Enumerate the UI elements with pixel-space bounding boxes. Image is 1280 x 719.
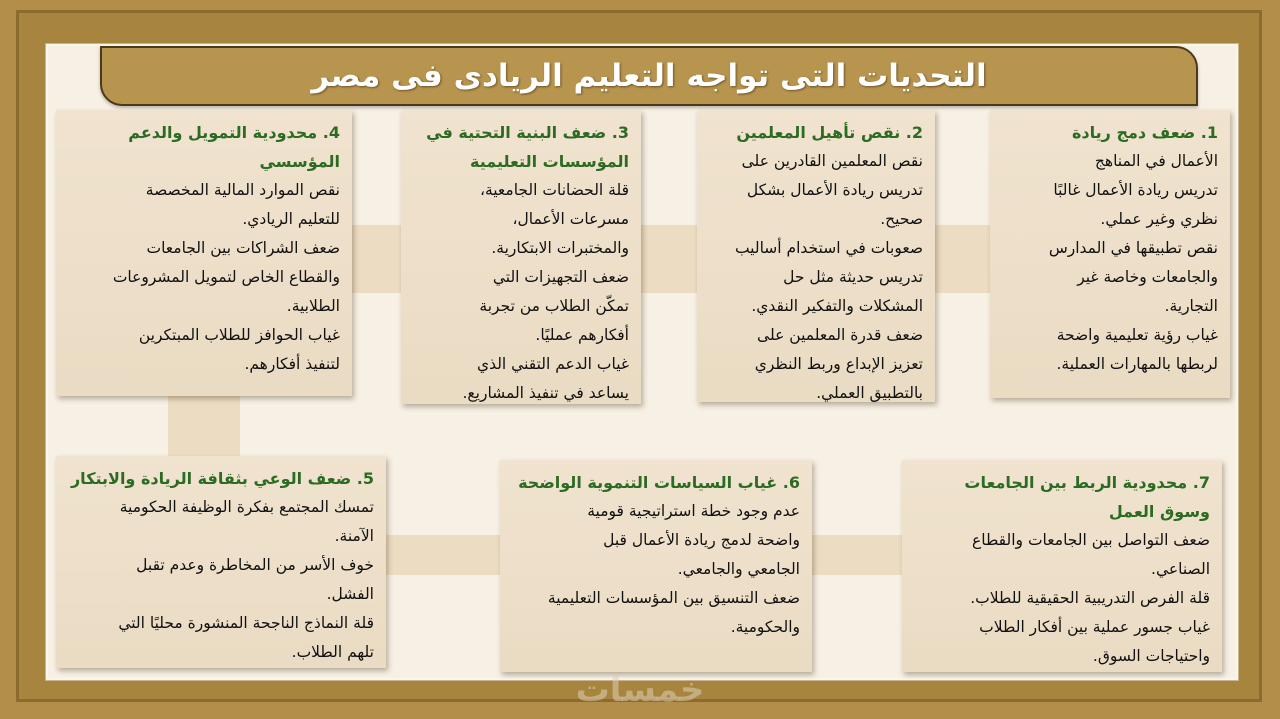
challenge-card-6 <box>500 460 812 672</box>
card-line: نقص تطبيقها في المدارس <box>1048 239 1218 257</box>
card-line: تعزيز الإبداع وربط النظري <box>754 355 923 373</box>
card-line: قلة النماذج الناجحة المنشورة محليًا التي <box>118 614 374 632</box>
card-line: أفكارهم عمليًا. <box>535 326 629 344</box>
card-line: الفشل. <box>326 585 374 603</box>
card-line: نظري وغير عملي. <box>1100 210 1218 228</box>
card-line: واضحة لدمج ريادة الأعمال قبل <box>603 531 800 549</box>
card-heading: 7. محدودية الربط بين الجامعات وسوق العمل <box>964 473 1210 521</box>
card-line: والمختبرات الابتكارية. <box>491 239 629 257</box>
card-heading: 5. ضعف الوعي بثقافة الريادة والابتكار <box>70 469 374 488</box>
challenge-card-4 <box>56 110 352 396</box>
card-line: تلهم الطلاب. <box>291 643 374 661</box>
card-line: نقص الموارد المالية المخصصة <box>145 181 340 199</box>
card-line: غياب رؤية تعليمية واضحة <box>1056 326 1218 344</box>
card-heading: 6. غياب السياسات التنموية الواضحة <box>518 473 800 492</box>
card-line: لربطها بالمهارات العملية. <box>1056 355 1218 373</box>
card-line: المشكلات والتفكير النقدي. <box>751 297 923 315</box>
card-line: للتعليم الريادي. <box>242 210 340 228</box>
card-line: قلة الحضانات الجامعية، <box>479 181 629 199</box>
challenge-card-3 <box>401 110 641 404</box>
card-line: بالتطبيق العملي. <box>816 384 923 402</box>
card-line: نقص المعلمين القادرين على <box>741 152 923 170</box>
connector-3-4 <box>346 225 406 293</box>
card-line: غياب الدعم التقني الذي <box>476 355 629 373</box>
challenge-card-5 <box>56 456 386 668</box>
challenge-card-2 <box>697 110 935 402</box>
card-heading: 1. ضعف دمج ريادة <box>1071 123 1218 142</box>
connector-4-5 <box>168 392 240 458</box>
card-heading: 2. نقص تأهيل المعلمين <box>736 123 923 142</box>
challenge-card-1 <box>990 110 1230 398</box>
card-line: الأعمال في المناهج <box>1094 152 1218 170</box>
card-line: الصناعي. <box>1151 560 1210 578</box>
watermark-logo: خمسات <box>575 670 705 710</box>
card-line: ضعف الشراكات بين الجامعات <box>146 239 340 257</box>
card-line: والجامعات وخاصة غير <box>1077 268 1218 286</box>
card-line: صحيح. <box>880 210 923 228</box>
card-line: غياب جسور عملية بين أفكار الطلاب <box>979 618 1210 636</box>
card-line: تمسك المجتمع بفكرة الوظيفة الحكومية <box>119 498 374 516</box>
connector-6-7 <box>806 535 906 575</box>
title-banner <box>100 46 1198 106</box>
connector-5-6 <box>380 535 504 575</box>
card-line: ضعف التواصل بين الجامعات والقطاع <box>972 531 1210 549</box>
card-line: تدريس ريادة الأعمال بشكل <box>746 181 923 199</box>
card-line: الآمنة. <box>334 527 374 545</box>
page-title: التحديات التى تواجه التعليم الريادى فى مصر <box>311 58 987 94</box>
card-line: تدريس حديثة مثل حل <box>783 268 923 286</box>
card-line: مسرعات الأعمال، <box>512 210 629 228</box>
card-heading: 3. ضعف البنية التحتية في المؤسسات التعليمية <box>426 123 629 171</box>
card-line: قلة الفرص التدريبية الحقيقية للطلاب. <box>970 589 1210 607</box>
card-line: واحتياجات السوق. <box>1092 647 1210 665</box>
card-line: غياب الحوافز للطلاب المبتكرين <box>138 326 340 344</box>
card-line: والحكومية. <box>730 618 800 636</box>
card-line: والقطاع الخاص لتمويل المشروعات <box>112 268 340 286</box>
card-line: التجارية. <box>1164 297 1218 315</box>
card-heading: 4. محدودية التمويل والدعم المؤسسي <box>128 123 340 171</box>
card-line: لتنفيذ أفكارهم. <box>244 355 340 373</box>
card-line: الطلابية. <box>286 297 340 315</box>
card-line: ضعف التنسيق بين المؤسسات التعليمية <box>547 589 800 607</box>
challenge-card-7 <box>902 460 1222 672</box>
card-line: صعوبات في استخدام أساليب <box>734 239 923 257</box>
card-line: ضعف قدرة المعلمين على <box>757 326 923 344</box>
card-line: الجامعي والجامعي. <box>677 560 800 578</box>
card-line: يساعد في تنفيذ المشاريع. <box>462 384 629 402</box>
card-line: عدم وجود خطة استراتيجية قومية <box>587 502 800 520</box>
card-line: تدريس ريادة الأعمال غالبًا <box>1053 181 1218 199</box>
connector-1-2 <box>930 225 996 293</box>
card-line: ضعف التجهيزات التي <box>492 268 629 286</box>
card-line: خوف الأسر من المخاطرة وعدم تقبل <box>136 556 374 574</box>
connector-2-3 <box>636 225 702 293</box>
card-line: تمكّن الطلاب من تجربة <box>479 297 629 315</box>
